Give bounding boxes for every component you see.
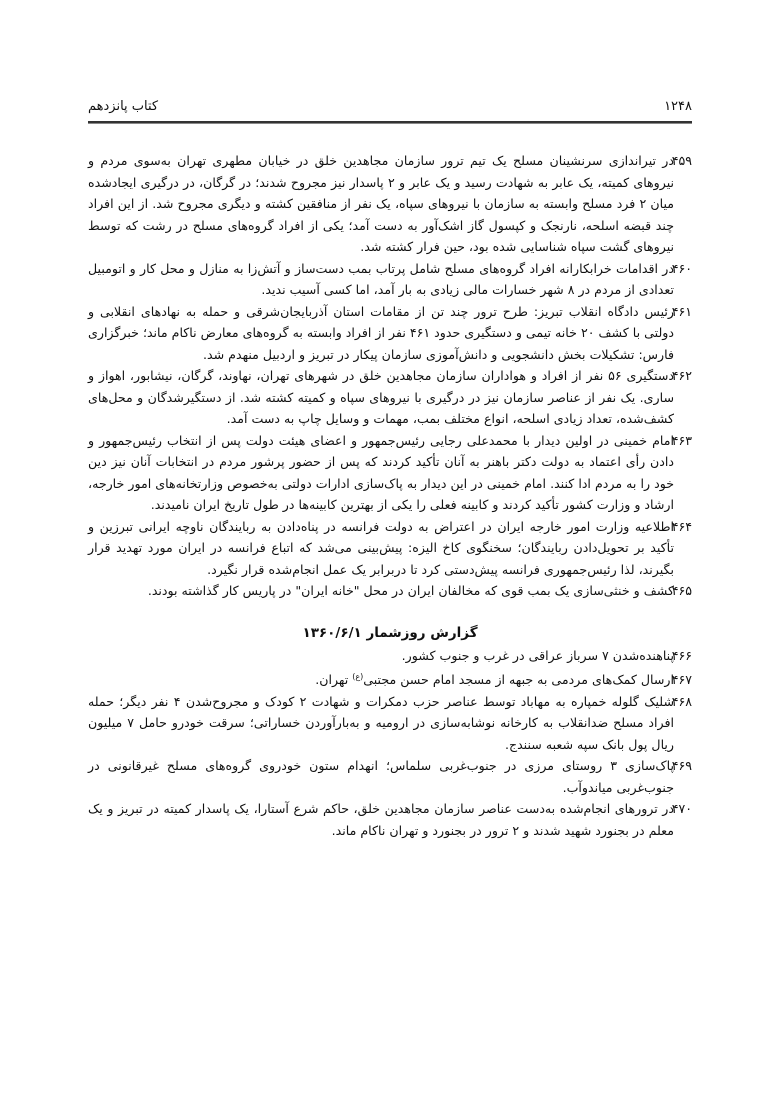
entry-text: پناهنده‌شدن ۷ سرباز عراقی در غرب و جنوب کشور. — [401, 647, 674, 663]
entry-text: دستگیری ۵۶ نفر از افراد و هواداران سازمان مجاهدین خلق در شهرهای تهران، نهاوند، گرگان، نیشابور، اهواز و ساری. یک نفر از عناصر سازمان نیز در درگیری با نیروهای سپاه و کمیته کشته شد. از دستگیرشدگان و محل‌های کشف‌شده، تعداد زیادی اسلحه، انواع مختلف بمب، مهمات و وسایل چاپ به دست آمد. — [88, 368, 674, 426]
entry-text: رئیس دادگاه انقلاب تبریز: طرح ترور چند تن از مقامات استان آذربایجان‌شرقی و حمله به نهادهای انقلابی و دولتی با کشف ۲۰ خانه تیمی و دستگیری حدود ۴۶۱ نفر از افراد وابسته به گروه‌های معارض ناکام ماند؛ خبرگزاری فارس: تشکیلات بخش دانشجویی و دانش‌آموزی سازمان پیکار در تبریز و اردبیل منهدم شد. — [88, 303, 674, 362]
entry-464 — [88, 516, 692, 581]
entry-number: ۴۷۰ — [671, 801, 692, 817]
entry-461 — [88, 301, 692, 366]
entry-466 — [88, 645, 692, 667]
honorific-superscript: (ع) — [352, 672, 364, 681]
entry-text: در ترورهای انجام‌شده به‌دست عناصر سازمان مجاهدین خلق، حاکم شرع آستارا، یک پاسدار کمیته در تبریز و یک معلم در بجنورد شهید شدند و ۲ ترور در بجنورد و تهران ناکام ماند. — [88, 801, 674, 838]
entry-462 — [88, 365, 692, 430]
entry-text: در اقدامات خرابکارانه افراد گروه‌های مسلح شامل پرتاب بمب دست‌ساز و آتش‌زا به منازل و محل کار و اتومبیل تعدادی از مردم در ۸ شهر خسارات مالی زیادی به بار آمد، اما کسی آسیب ندید. — [88, 260, 674, 297]
entry-text: اطلاعیه وزارت امور خارجه ایران در اعتراض به دولت فرانسه در پناه‌دادن به ربایندگان ناوچه ایرانی تبرزین و تأکید بر تحویل‌دادن ربایندگان؛ سخنگوی کاخ الیزه: پیش‌بینی می‌شد که اتباع فرانسه در ایران مورد تهدید قرار بگیرند، لذا رئیس‌جمهوری فرانسه پیش‌دستی کرد تا دربرابر یک عمل انجام‌شده قرار نگیرد. — [88, 518, 674, 577]
entry-number: ۴۶۲ — [671, 368, 692, 383]
entry-460 — [88, 258, 692, 301]
entry-number: ۴۶۰ — [671, 260, 692, 276]
entry-469 — [88, 755, 692, 798]
entry-number: ۴۵۹ — [671, 153, 692, 168]
entry-text: ارسال کمک‌های مردمی به جبهه از مسجد امام حسن مجتبی — [363, 672, 674, 688]
entry-number: ۴۶۵ — [671, 583, 692, 598]
entry-number: ۴۶۶ — [671, 647, 692, 663]
entry-text-end: تهران. — [315, 672, 353, 688]
header-rule — [88, 121, 692, 124]
entry-470 — [88, 798, 692, 841]
entry-text: در تیراندازی سرنشینان مسلح یک تیم ترور سازمان مجاهدین خلق در خیابان مطهری تهران به‌سوی مردم و نیروهای کمیته، یک عابر به شهادت رسید و یک عابر و ۲ پاسدار نیز مجروح شدند؛ در گرگان، در درگیری ایجادشده میان ۲ فرد مسلح وابسته به سازمان با نیروهای سپاه، یک نفر از منافقین کشته و دیگری مجروح شد. از این افراد چند قبضه اسلحه، نارنجک و کپسول گاز اشک‌آور به دست آمد؛ یکی از افراد گروه‌های مسلح در رشت که توسط نیروهای گشت سپاه شناسایی شده بود، حین فرار کشته شد. — [88, 153, 675, 254]
entry-text: امام خمینی در اولین دیدار با محمدعلی رجایی رئیس‌جمهور و اعضای هیئت دولت پس از انتخاب رئیس‌جمهور و دادن رأی اعتماد به دولت دکتر باهنر به آنان تأکید کردند که پس از حضور پرشور مردم در انتخابات آنان نیز دین خود را به مردم ادا کنند. امام خمینی در این دیدار به پاک‌سازی ادارات دولتی به‌خصوص وزارتخانه‌های امور خارجه، ارشاد و وزارت کشور تأکید کردند و کابینه فعلی را یکی از بهترین کابینه‌ها در طول تاریخ ایران نامیدند. — [88, 432, 674, 512]
entry-459 — [88, 150, 692, 258]
entry-468 — [88, 691, 692, 756]
entry-number: ۴۶۹ — [671, 758, 692, 774]
entry-number: ۴۶۸ — [671, 693, 693, 709]
entry-text: پاک‌سازی ۳ روستای مرزی در جنوب‌غربی سلماس؛ انهدام ستون خودروی گروه‌های مسلح غیرقانونی در جنوب‌غربی میاندوآب. — [88, 758, 674, 795]
entry-number: ۴۶۴ — [671, 518, 692, 534]
page-number: ۱۲۴۸ — [664, 98, 692, 114]
entry-text: شلیک گلوله خمپاره به مهاباد توسط عناصر حزب دمکرات و شهادت ۲ کودک و مجروح‌شدن ۴ نفر دیگر؛ حمله افراد مسلح ضدانقلاب به کارخانه نوشابه‌سازی در ارومیه و به‌بارآوردن خساراتی؛ سرقت خودرو حامل ۷ میلیون ریال پول بانک سپه شعبه سنندج. — [88, 693, 675, 752]
entry-text: کشف و خنثی‌سازی یک بمب قوی که مخالفان ایران در محل "خانه ایران" در پاریس کار گذاشته بودند. — [147, 583, 674, 598]
entry-number: ۴۶۷ — [671, 672, 692, 688]
entry-465 — [88, 580, 692, 602]
entry-467 — [88, 666, 692, 691]
entry-number: ۴۶۱ — [671, 303, 692, 319]
entry-number: ۴۶۳ — [671, 432, 692, 448]
running-header — [88, 92, 692, 120]
book-title: کتاب پانزدهم — [88, 98, 159, 114]
page-body — [88, 150, 692, 841]
section-heading: گزارش روزشمار ۱۳۶۰/۶/۱ — [302, 625, 478, 641]
entry-463 — [88, 430, 692, 516]
